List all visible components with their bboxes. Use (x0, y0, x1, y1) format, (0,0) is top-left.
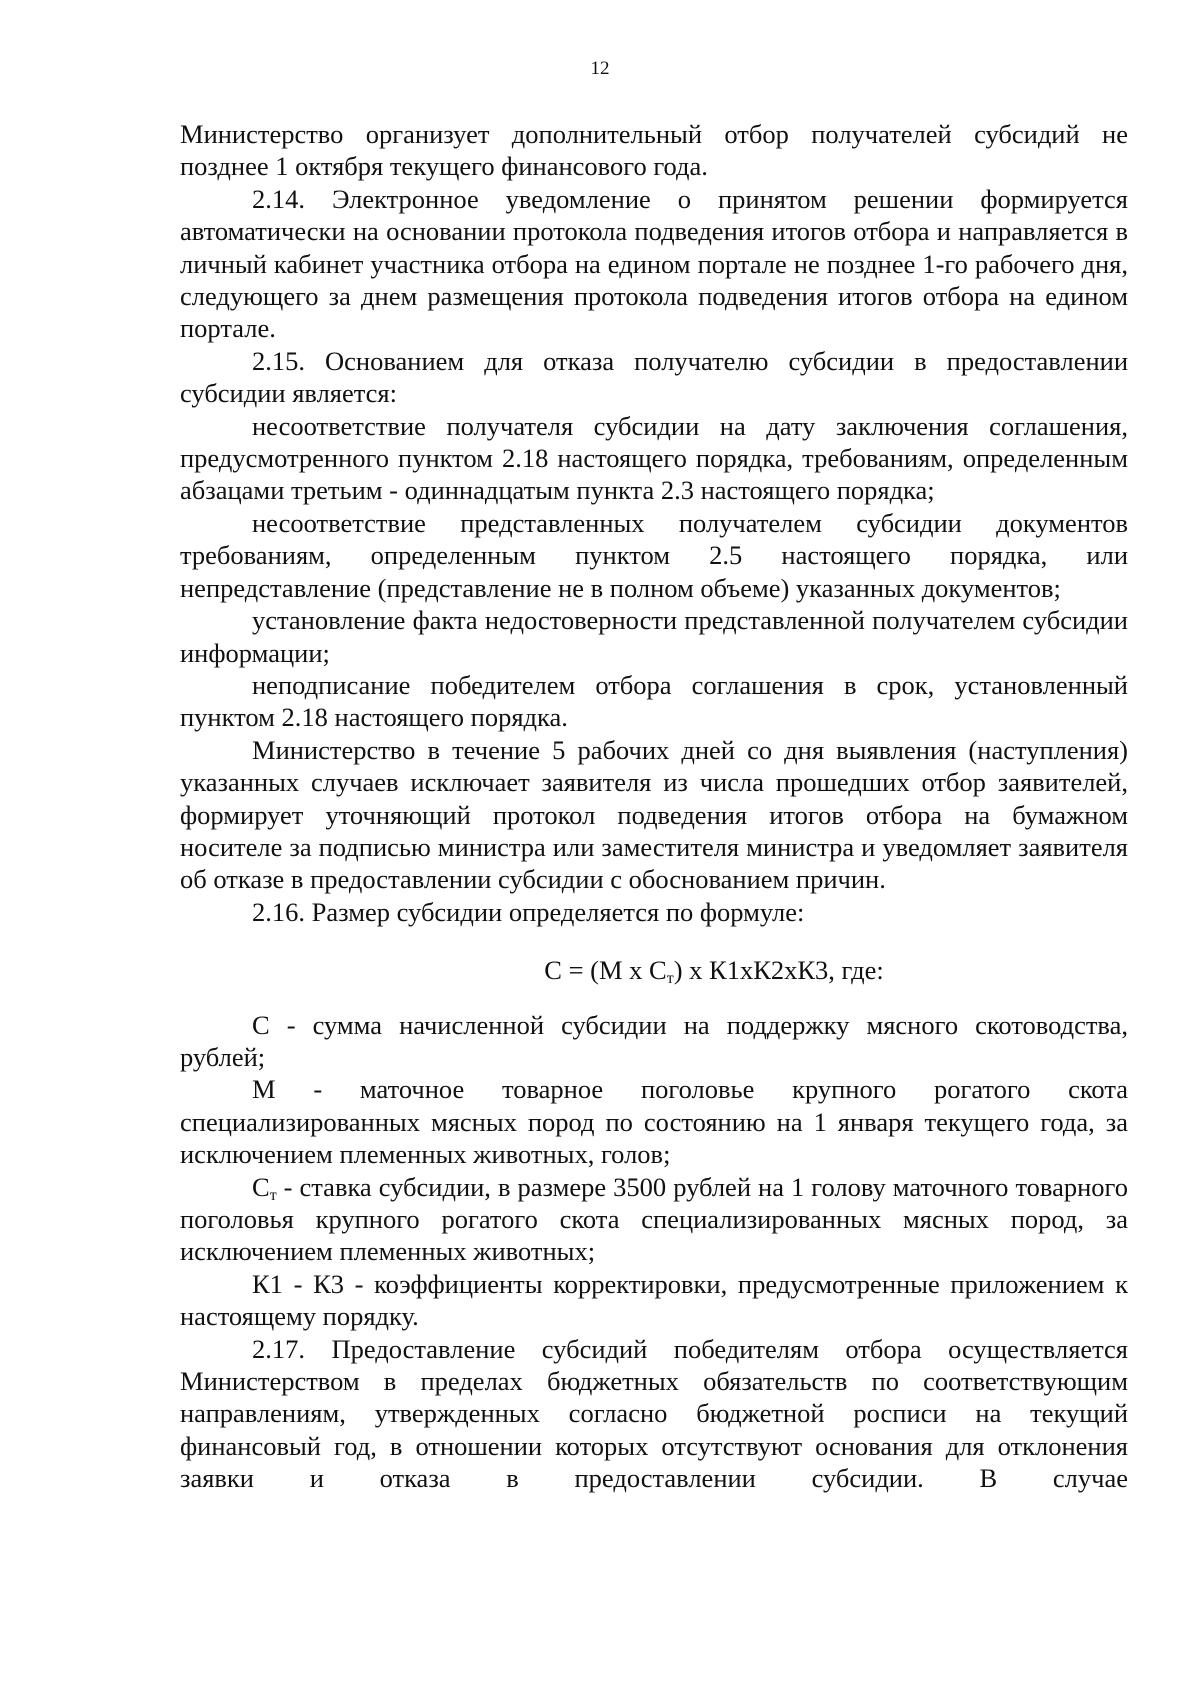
paragraph-2-15: 2.15. Основанием для отказа получателю субсидии в предоставлении субсидии является: (180, 345, 1128, 409)
formula-subscript: т (666, 970, 674, 988)
definition-m: М - маточное товарное поголовье крупного рогатого скота специализированных мясных пород по состоянию на 1 января текущего года, за исключением племенных животных, голов; (180, 1074, 1128, 1170)
definition-c: С - сумма начисленной субсидии на поддержку мясного скотоводства, рублей; (180, 1009, 1128, 1072)
page-number: 12 (590, 58, 610, 79)
paragraph-2-17: 2.17. Предоставление субсидий победителям отбора осуществляется Министерством в пределах бюджетных обязательств по соответствующим направлениям, утвержденных согласно бюджетной росписи на текущий финансовый год, в отношении которых отсутствуют основания для отклонения заявки и отказа в предоставлении субсидии. В случае (180, 1333, 1128, 1494)
definition-ct (180, 1171, 1128, 1268)
paragraph-ministry-exclusion: Министерство в течение 5 рабочих дней со дня выявления (наступления) указанных случаев исключает заявителя из числа прошедших отбор заявителей, формирует уточняющий протокол подведения итогов отбора на бумажном носителе за подписью министра или заместителя министра и уведомляет заявителя об отказе в предоставлении субсидии с обоснованием причин. (180, 734, 1128, 895)
paragraph-additional-selection: Министерство организует дополнительный отбор получателей субсидий не позднее 1 октября текущего финансового года. (180, 119, 1128, 182)
refusal-reason-2: несоответствие представленных получателем субсидии документов требованиям, определенным пунктом 2.5 настоящего порядка, или непредставление (представление не в полном объеме) указанных документов; (180, 507, 1128, 603)
refusal-reason-1: несоответствие получателя субсидии на дату заключения соглашения, предусмотренного пунктом 2.18 настоящего порядка, требованиям, определенным абзацами третьим - одиннадцатым пункта 2.3 настоящего порядка; (180, 410, 1128, 506)
formula-left: С = (М х С (544, 955, 667, 986)
paragraph-2-14: 2.14. Электронное уведомление о принятом решении формируется автоматически на основании протокола подведения итогов отбора и направляется в личный кабинет участника отбора на едином портале не позднее 1-го рабочего дня, следующего за днем размещения протокола подведения итогов отбора на едином портале. (180, 183, 1128, 344)
definition-ct-text: - ставка субсидии, в размере 3500 рублей на 1 голову маточного товарного поголовья крупного рогатого скота специализированных мясных пород, за исключением племенных животных; (180, 1171, 1128, 1267)
refusal-reason-3: установление факта недостоверности представленной получателем субсидии информации; (180, 605, 1128, 668)
definition-k1-k3: К1 - К3 - коэффициенты корректировки, предусмотренные приложением к настоящему порядку. (180, 1268, 1128, 1332)
definition-ct-subscript: т (269, 1186, 277, 1204)
definition-ct-symbol: С (252, 1171, 270, 1202)
formula-right: ) х К1хК2хК3, где: (673, 955, 884, 986)
document-body (180, 118, 1128, 1495)
subsidy-formula (180, 954, 1128, 986)
paragraph-2-16: 2.16. Размер субсидии определяется по формуле: (252, 896, 805, 927)
refusal-reason-4: неподписание победителем отбора соглашения в срок, установленный пунктом 2.18 настоящего порядка. (180, 669, 1128, 733)
